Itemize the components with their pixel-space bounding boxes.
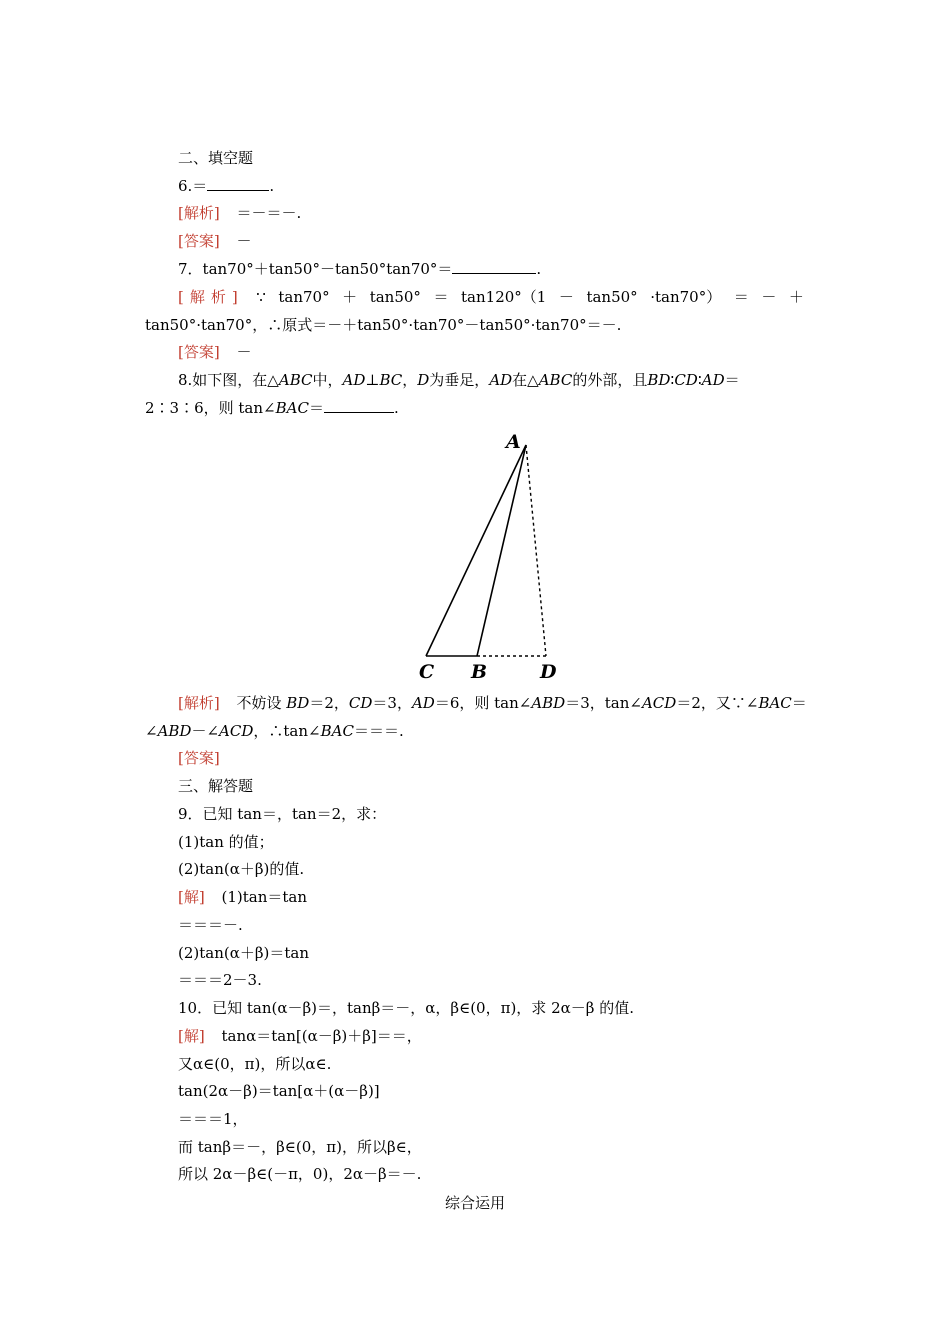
math-token: tan70° (278, 288, 330, 306)
math-var: BD (286, 694, 310, 712)
math-var: ABC (538, 371, 573, 389)
question-7-period: . (536, 260, 542, 278)
question-9-part1: (1)tan 的值； (178, 833, 274, 851)
math-var: BC (379, 371, 403, 389)
answer-blank (452, 259, 536, 274)
analysis-tag: [解析] (178, 694, 220, 712)
question-10-solution-line6: 所以 2α－β∈(－π，0)，2α－β＝－. (178, 1165, 422, 1183)
triangle-figure (410, 428, 570, 684)
question-9-part2: (2)tan(α＋β)的值. (178, 860, 305, 878)
label-c: C (419, 661, 435, 683)
analysis-tag: [解析] (178, 204, 220, 222)
question-6-period: . (269, 177, 275, 195)
math-token: ＋ (342, 288, 358, 306)
question-8-line1 (178, 370, 740, 390)
math-var: D (417, 371, 430, 389)
question-6-text: 6.＝ (178, 177, 208, 195)
question-8-analysis-line1 (178, 693, 807, 713)
solution-tag: [解] (178, 888, 205, 906)
segment-ac (426, 445, 526, 656)
answer-text: － (236, 343, 252, 361)
text-run: ＝2，又∵∠ (676, 694, 759, 712)
segment-ab (477, 445, 526, 656)
question-10-solution-line4: ＝＝＝1， (178, 1110, 248, 1128)
question-9-stem: 9．已知 tan＝，tan＝2，求： (178, 805, 387, 823)
text-run: 不妨设 (236, 694, 287, 712)
math-token: ·tan70°） (650, 288, 722, 306)
math-token: tan120°（1 (461, 288, 547, 306)
text-run: 的外部，且 (572, 371, 648, 389)
text-run: 2∶3∶6，则 tan∠ (145, 399, 276, 417)
text-run: 在△ (512, 371, 539, 389)
question-8-line2 (145, 398, 399, 418)
question-9-solution-line4: ＝＝＝2－3. (178, 971, 262, 989)
math-var: BD (647, 371, 671, 389)
math-token: ＋ (788, 288, 804, 306)
label-d: D (540, 661, 557, 683)
math-var: ACD (641, 694, 677, 712)
question-10-solution-line5: 而 tanβ＝－，β∈(0，π)，所以β∈， (178, 1138, 422, 1156)
math-token: ＝ (733, 288, 749, 306)
solution-tag: [解] (178, 1027, 205, 1045)
math-token: ∵ (256, 288, 266, 306)
question-9-solution-line2: ＝＝＝－. (178, 916, 243, 934)
question-7-answer (178, 342, 252, 362)
math-var: CD (674, 371, 698, 389)
math-var: ABD (531, 694, 566, 712)
answer-text: － (236, 232, 252, 250)
question-10-solution-line3: tan(2α－β)＝tan[α＋(α－β)] (178, 1082, 380, 1100)
text-run: ⊥ (365, 371, 380, 389)
answer-blank (207, 176, 269, 191)
math-var: ABC (278, 371, 313, 389)
question-10-stem: 10．已知 tan(α－β)＝，tanβ＝－，α，β∈(0，π)，求 2α－β 的值. (178, 999, 634, 1017)
text-run: ＝ (308, 399, 324, 417)
question-7-analysis-line1 (178, 287, 804, 307)
segment-ad-dashed (526, 445, 546, 656)
text-run: ， (402, 371, 418, 389)
text-run: 为垂足， (429, 371, 490, 389)
question-6-answer (178, 231, 252, 251)
question-7-text: 7．tan70°＋tan50°－tan50°tan70°＝ (178, 260, 453, 278)
math-var: AD (701, 371, 725, 389)
text-run: ＝＝＝. (353, 722, 404, 740)
question-10-solution-line1 (178, 1026, 422, 1046)
section-heading-solutions: 三、解答题 (178, 777, 254, 795)
answer-blank (324, 398, 394, 413)
math-var: BAC (275, 399, 309, 417)
math-var: AD (489, 371, 513, 389)
text-run: ∶ (670, 371, 675, 389)
text-run: ＝6，则 tan∠ (434, 694, 532, 712)
text-run: ＝2， (309, 694, 349, 712)
question-9-solution-line3: (2)tan(α＋β)＝tan (178, 944, 310, 962)
question-6-analysis (178, 203, 301, 223)
text-run: 中， (312, 371, 343, 389)
answer-tag: [答案] (178, 749, 220, 767)
question-8-analysis-line2 (145, 721, 404, 741)
text-run: ∶ (697, 371, 702, 389)
text-run: ＝ (724, 371, 740, 389)
text-run: 8.如下图，在△ (178, 371, 279, 389)
math-var: ABD (157, 722, 192, 740)
question-8-period: . (393, 399, 399, 417)
question-7-analysis-line2: tan50°·tan70°，∴原式＝－＋tan50°·tan70°－tan50°·tan70°＝－. (145, 316, 622, 334)
label-b: B (471, 661, 488, 683)
section-footer-heading: 综合运用 (444, 1194, 505, 1212)
math-token: － (761, 288, 777, 306)
section-heading-fill-in: 二、填空题 (178, 149, 254, 167)
text-run: ＝3，tan∠ (565, 694, 642, 712)
question-6 (178, 176, 274, 196)
math-token: tan50° (586, 288, 638, 306)
math-var: AD (342, 371, 366, 389)
math-token: － (558, 288, 574, 306)
answer-tag: [答案] (178, 232, 220, 250)
text-run: －∠ (191, 722, 220, 740)
math-var: ACD (219, 722, 254, 740)
math-var: AD (411, 694, 435, 712)
analysis-tag: [解析] (178, 288, 244, 306)
math-token: ＝ (433, 288, 449, 306)
question-10-solution-line2: 又α∈(0，π)，所以α∈. (178, 1055, 332, 1073)
solution-text: (1)tan＝tan (221, 888, 308, 906)
text-run: ，∴tan∠ (253, 722, 321, 740)
question-8-answer (178, 748, 220, 768)
text-run: ∠ (145, 722, 158, 740)
solution-text: tanα＝tan[(α－β)＋β]＝＝， (221, 1027, 422, 1045)
math-var: BAC (320, 722, 354, 740)
math-var: BAC (758, 694, 792, 712)
question-7 (178, 259, 541, 279)
math-token: tan50° (369, 288, 421, 306)
text-run: ＝3， (372, 694, 412, 712)
question-9-solution-line1 (178, 887, 307, 907)
label-a: A (506, 431, 521, 453)
answer-tag: [答案] (178, 343, 220, 361)
math-var: CD (348, 694, 373, 712)
analysis-text: ＝－＝－. (236, 204, 302, 222)
text-run: ＝ (791, 694, 807, 712)
